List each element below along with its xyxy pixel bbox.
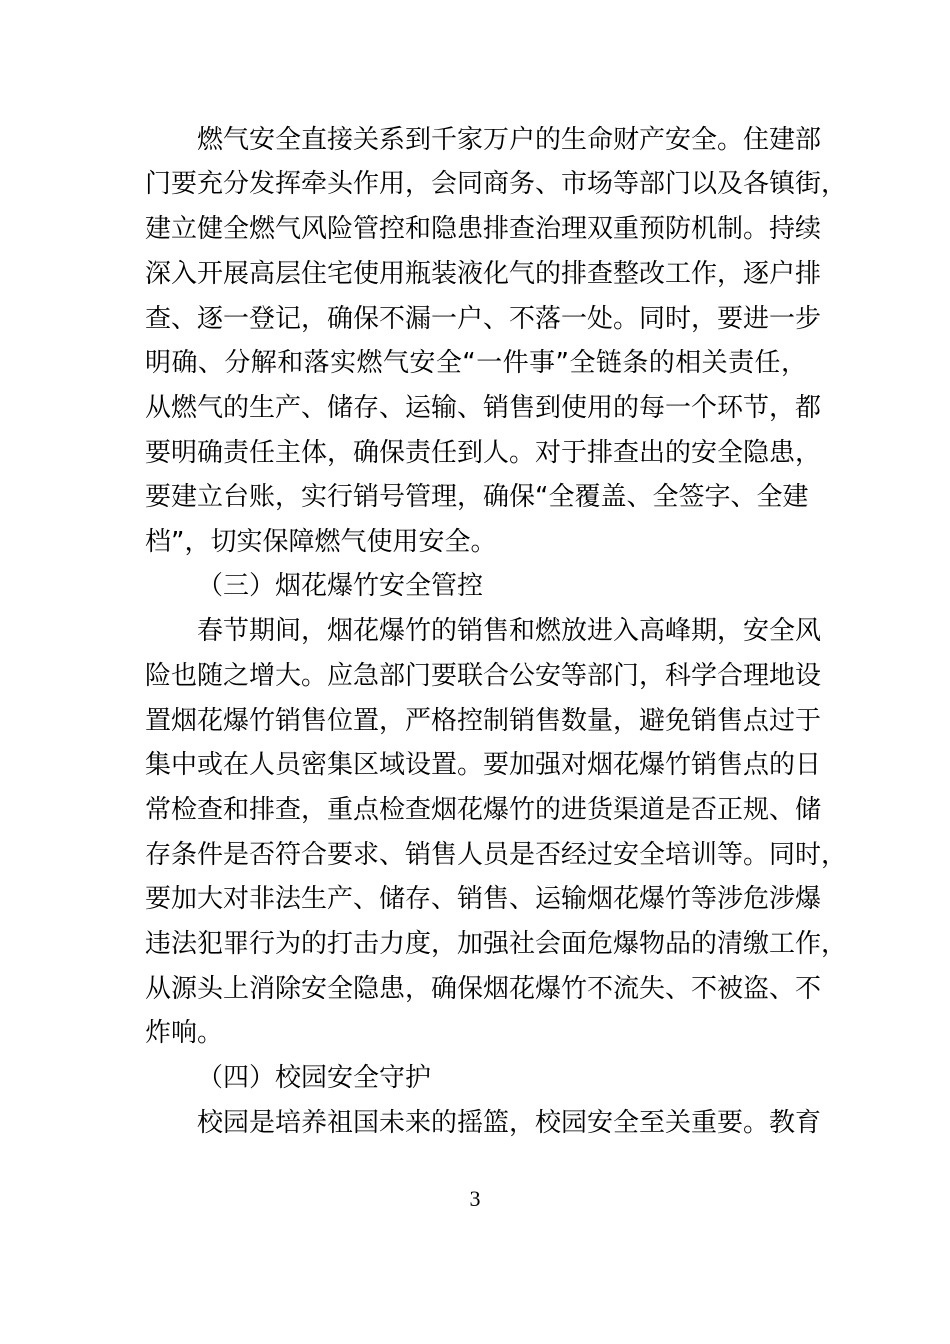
paragraph-3-line-1: 校园是培养祖国未来的摇篮，校园安全至关重要。教育 xyxy=(197,1108,822,1138)
section-heading-3: （三）烟花爆竹安全管控 xyxy=(197,571,484,601)
paragraph-2-line-9: 从源头上消除安全隐患，确保烟花爆竹不流失、不被盗、不 xyxy=(145,974,822,1004)
paragraph-2-line-10: 炸响。 xyxy=(145,1018,224,1048)
paragraph-2-line-5: 常检查和排查，重点检查烟花爆竹的进货渠道是否正规、储 xyxy=(145,795,822,825)
paragraph-2-line-1: 春节期间，烟花爆竹的销售和燃放进入高峰期，安全风 xyxy=(197,616,822,646)
section-heading-4: （四）校园安全守护 xyxy=(197,1063,432,1093)
paragraph-2-line-6: 存条件是否符合要求、销售人员是否经过安全培训等。同时， xyxy=(145,840,848,870)
paragraph-1-line-4: 深入开展高层住宅使用瓶装液化气的排查整改工作，逐户排 xyxy=(145,259,822,289)
paragraph-1-line-6: 明确、分解和落实燃气安全“一件事”全链条的相关责任， xyxy=(145,348,807,378)
paragraph-1-line-5: 查、逐一登记，确保不漏一户、不落一处。同时，要进一步 xyxy=(145,304,822,334)
paragraph-1-line-1: 燃气安全直接关系到千家万户的生命财产安全。住建部 xyxy=(197,125,822,155)
paragraph-1-line-7: 从燃气的生产、储存、运输、销售到使用的每一个环节，都 xyxy=(145,393,822,423)
paragraph-1-line-8: 要明确责任主体，确保责任到人。对于排查出的安全隐患， xyxy=(145,438,822,468)
paragraph-2-line-8: 违法犯罪行为的打击力度，加强社会面危爆物品的清缴工作， xyxy=(145,929,848,959)
paragraph-1-line-3: 建立健全燃气风险管控和隐患排查治理双重预防机制。持续 xyxy=(145,214,822,244)
paragraph-1-line-9: 要建立台账，实行销号管理，确保“全覆盖、全签字、全建 xyxy=(145,482,809,512)
paragraph-1-line-2: 门要充分发挥牵头作用，会同商务、市场等部门以及各镇街， xyxy=(145,169,848,199)
paragraph-2-line-3: 置烟花爆竹销售位置，严格控制销售数量，避免销售点过于 xyxy=(145,706,822,736)
page-number: 3 xyxy=(469,1186,481,1211)
paragraph-1-line-10: 档”，切实保障燃气使用安全。 xyxy=(145,527,497,557)
paragraph-2-line-4: 集中或在人员密集区域设置。要加强对烟花爆竹销售点的日 xyxy=(145,750,822,780)
paragraph-2-line-7: 要加大对非法生产、储存、销售、运输烟花爆竹等涉危涉爆 xyxy=(145,884,822,914)
paragraph-2-line-2: 险也随之增大。应急部门要联合公安等部门，科学合理地设 xyxy=(145,661,822,691)
